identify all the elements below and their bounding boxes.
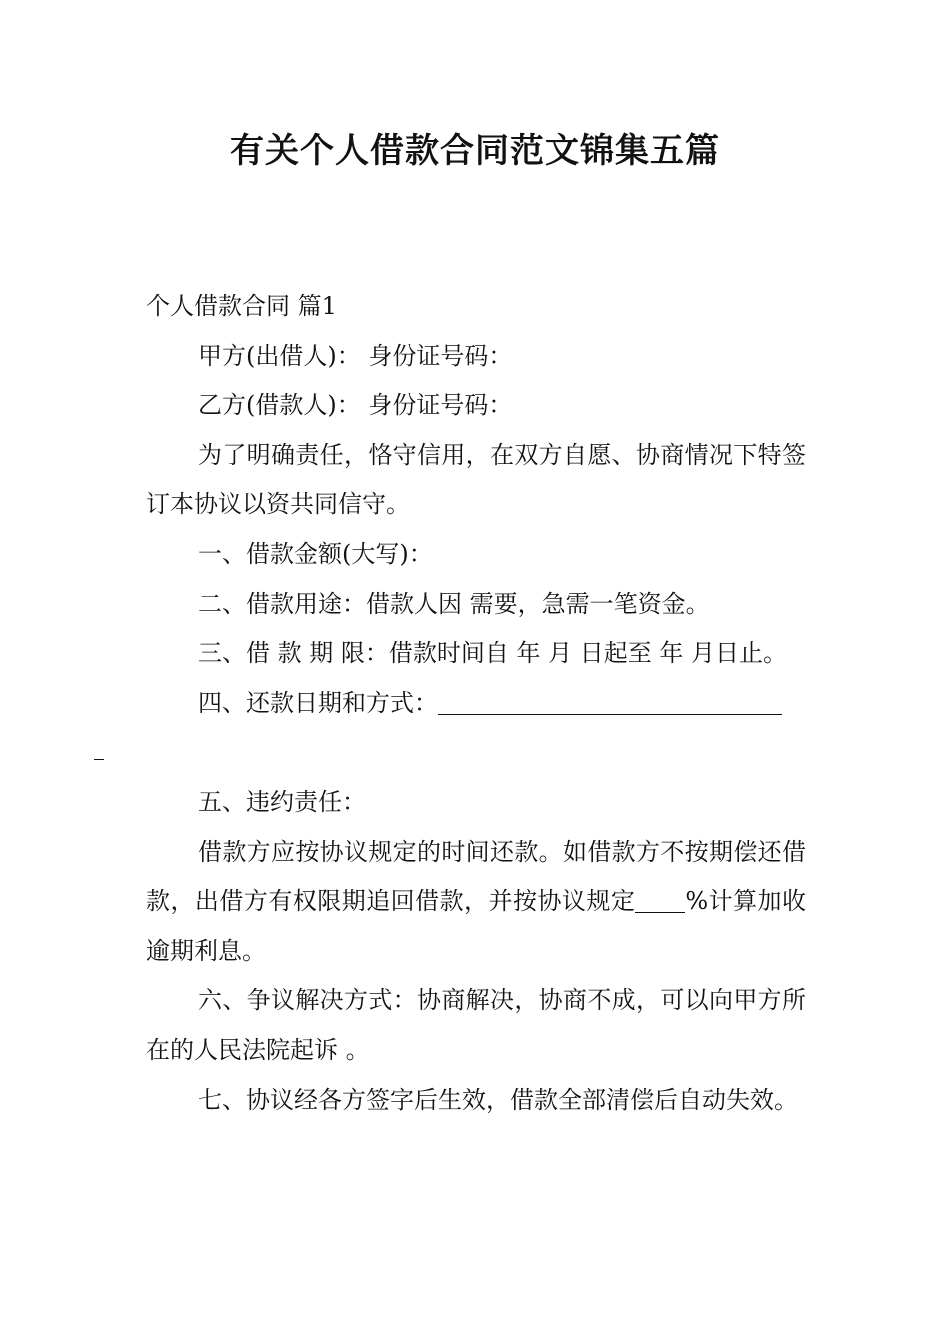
clause-breach: 五、违约责任： bbox=[198, 787, 366, 816]
document-body bbox=[146, 282, 806, 1125]
breach-body-text-end: %计算加收逾期利息。 bbox=[146, 887, 806, 965]
repayment-blank-tail bbox=[94, 739, 104, 760]
clause-purpose: 二、借款用途：借款人因 需要，急需一笔资金。 bbox=[198, 589, 710, 618]
breach-body-text: 借款方应按协议规定的时间还款。如借款方不按期偿还借款，出借方有权限期追回借款，并按协议规定 bbox=[146, 837, 806, 916]
party-a-line: 甲方(出借人)： 身份证号码： bbox=[198, 341, 513, 370]
document-title: 有关个人借款合同范文锦集五篇 bbox=[230, 131, 720, 171]
party-b-line: 乙方(借款人)： 身份证号码： bbox=[198, 391, 513, 420]
section-heading: 个人借款合同 篇1 bbox=[146, 292, 337, 320]
clause-repayment bbox=[146, 679, 806, 778]
clause-breach-body bbox=[146, 828, 806, 977]
clause-term: 三、借 款 期 限：借款时间自 年 月 日起至 年 月日止。 bbox=[198, 639, 788, 668]
intro-paragraph: 为了明确责任，恪守信用，在双方自愿、协商情况下特签订本协议以资共同信守。 bbox=[146, 440, 806, 519]
clause-dispute: 六、争议解决方式：协商解决，协商不成，可以向甲方所在的人民法院起诉 。 bbox=[146, 986, 806, 1064]
repayment-blank-line bbox=[438, 690, 782, 715]
interest-rate-blank bbox=[635, 890, 685, 913]
clause-amount: 一、借款金额(大写)： bbox=[198, 539, 433, 568]
clause-effect: 七、协议经各方签字后生效，借款全部清偿后自动失效。 bbox=[198, 1085, 798, 1114]
clause-repayment-label: 四、还款日期和方式： bbox=[198, 688, 438, 717]
